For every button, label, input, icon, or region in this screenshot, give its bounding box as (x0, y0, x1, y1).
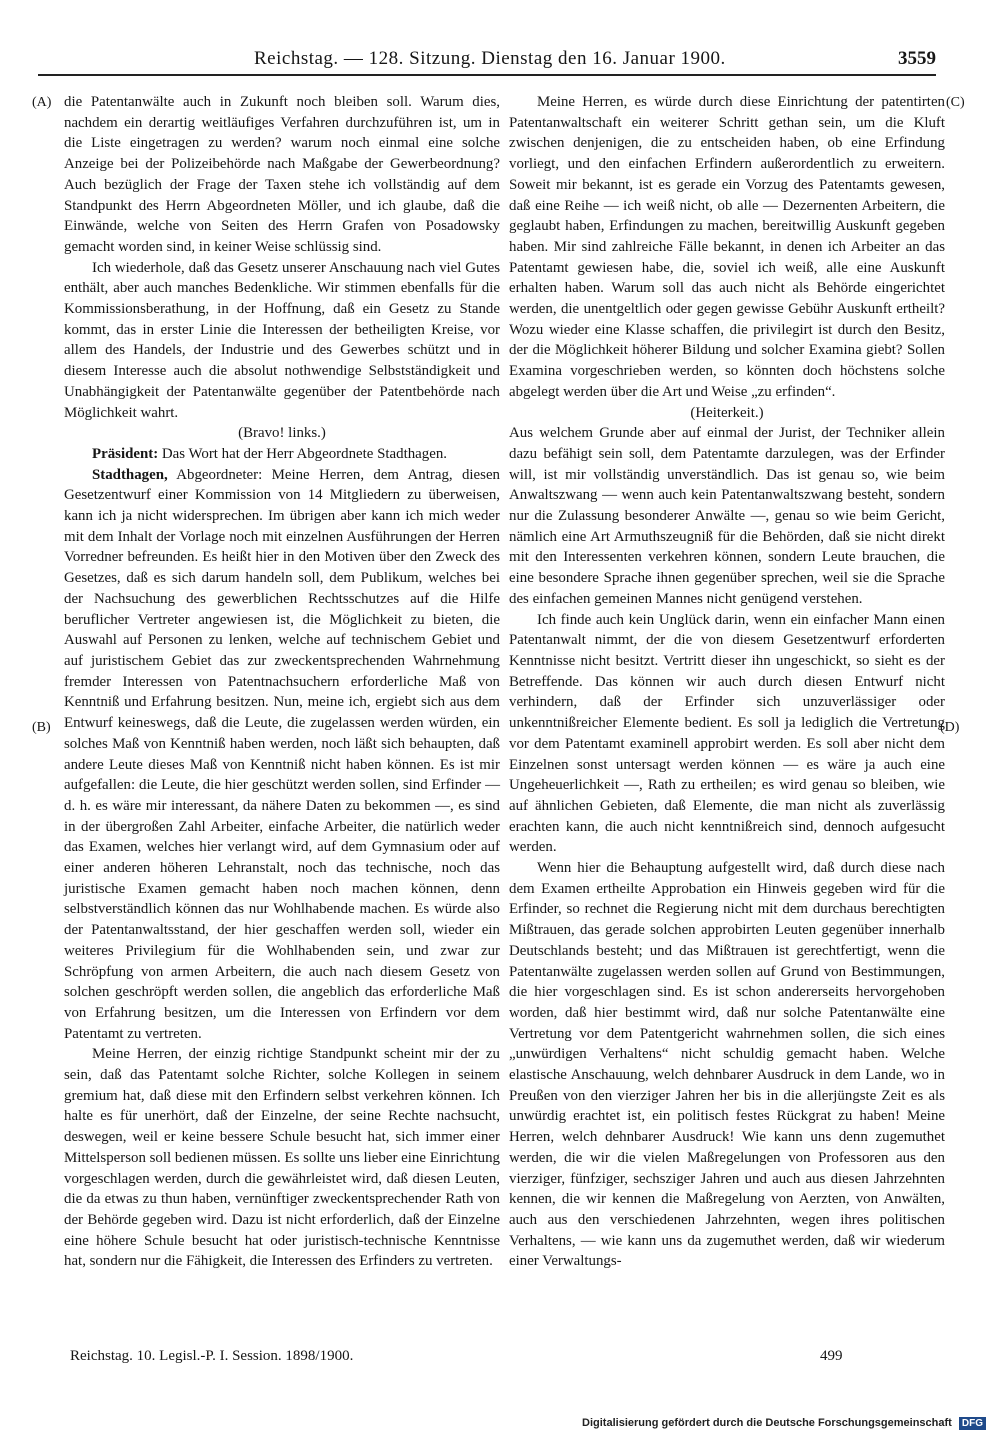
left-column (64, 92, 500, 1272)
margin-marker-d: (D) (940, 720, 960, 735)
interjection: (Bravo! links.) (238, 425, 326, 442)
dfg-logo: DFG (959, 1417, 986, 1430)
margin-marker-a: (A) (32, 95, 52, 110)
paragraph: Meine Herren, der einzig richtige Standpunkt scheint mir der zu sein, daß das Patentamt solche Richter, solche Kollegen in seinem gremium hat, daß diese mit den Erfindern selbst verkehren können. Ich halte es für unerhört, daß der Einzelne, der seine Rechte nachsucht, deswegen, weil er keine bessere Schule besucht hat, sich immer einer Mittelsperson soll bedienen müssen. Es sollte uns lieber eine Einrichtung vorgeschlagen werden, durch die gewährleistet wird, daß diesen Leuten, die da etwas zu thun haben, vernünftiger zweckentsprechender Rath von der Behörde gegeben wird. Dazu ist nicht erforderlich, daß der Einzelne eine höhere Schule besucht hat oder juristisch-technische Kenntnisse hat, sondern nur die Fähigkeit, die Interessen des Erfinders zu vertreten. (64, 1046, 500, 1270)
margin-marker-c: (C) (946, 95, 965, 110)
page-header (38, 44, 936, 76)
digitization-note (582, 1417, 986, 1430)
speaker-paragraph (64, 444, 500, 465)
paragraph: Ich finde auch kein Unglück darin, wenn ein einfacher Mann einen Patentanwalt nimmt, der die von diesem Gesetzentwurf erforderten Kenntnisse nicht besitzt. Vertritt dieser ihn ungeschickt, so sieht es der Betreffende. Das können wir auch durch diesen Entwurf nicht verhindern, daß der Erfinder sich unzuverlässiger oder unkenntnißreicher Elemente bedient. Es soll ja lediglich die Vertretung vor dem Patentamt examinell approbirt werden. Es soll aber nicht dem Einzelnen sonst untersagt werden können — es wäre ja auch eine Ungeheuerlichkeit —, Rath zu ertheilen; es wird genau so bleiben, wie auf ähnlichen Gebieten, daß Elemente, die man nicht als zuverlässig erachten kann, die auch nicht kenntnißreich sind, dennoch aufgesucht werden. (509, 611, 945, 856)
header-title: Reichstag. — 128. Sitzung. Dienstag den 16. Januar 1900. (254, 48, 726, 69)
paragraph: die Patentanwälte auch in Zukunft noch bleiben soll. Warum dies, nachdem ein derartig weitläufiges Verfahren durchzuführen ist, um in die Liste eingetragen zu werden? warum noch einmal eine solche Anzeige bei der Polizeibehörde nach Maßgabe der Gewerbeordnung? Auch bezüglich der Frage der Taxen stehe ich vollständig auf dem Standpunkt des Herrn Abgeordneten Möller, und ich glaube, daß die Einwände, welche von Seiten des Herrn Grafen von Posadowsky gemacht worden sind, in keiner Weise schlüssig sind. (64, 94, 500, 255)
interjection: (Heiterkeit.) (690, 404, 764, 421)
footer-number: 499 (820, 1348, 843, 1364)
digitization-text: Digitalisierung gefördert durch die Deutsche Forschungsgemeinschaft (582, 1417, 952, 1429)
speech-text: Abgeordneter: Meine Herren, dem Antrag, diesen Gesetzentwurf einer Kommission von 14 Mitgliedern zu überweisen, kann ich ja nicht widersprechen. Im übrigen aber kann ich mich weder mit dem Inhalt der Vorlage noch mit einzelnen Ausführungen der Herren Vorredner befreunden. Es heißt hier in den Motiven über den Zweck des Gesetzes, daß es sich darum handeln soll, dem Publikum, welches bei der Nachsuchung des gewerblichen Rechtsschutzes auf die Hilfe beruflicher Vertreter angewiesen ist, die Möglichkeit zu bieten, die Auswahl auf Personen zu lenken, welche auf technischem Gebiet und auf juristischem Gebiet das zur zweckentsprechenden Wahrnehmung fremder Interessen von Patentnachsuchern erforderliche Maß von Kenntniß und Erfahrung besitzen. Nun, meine ich, ergiebt sich aus dem Entwurf keineswegs, daß die Leute, die zugelassen werden würden, ein solches Maß von Kenntniß haben werden, noch läßt sich behaupten, daß andere Leute dieses Maß von Kenntniß nicht haben können. Es ist mir aufgefallen: die Leute, die hier geschützt werden sollen, sind Erfinder — d. h. es wäre mir interessant, da nähere Daten zu bekommen —, es sind in der übergroßen Zahl Arbeiter, einfache Arbeiter, die natürlich weder das Examen, welches hier verlangt wird, auf dem Gymnasium oder auf einer anderen höheren Lehranstalt, noch das technische, noch das juristische Examen gemacht haben noch machen können, denn selbstverständlich können das nur Wohlhabende machen. Es würde also der Patentanwaltsstand, der hier geschaffen werden soll, wieder ein weiteres Privilegium für die Wohlhabenden sein, und zwar zur Schröpfung von armen Arbeitern, die auch nach diesem Gesetz von solchen geschröpft werden sollen, die angeblich das erforderliche Maß von Erfahrung besitzen, um die Interessen von Erfindern vor dem Patentamt zu vertreten. (64, 466, 501, 1042)
page-number: 3559 (898, 48, 936, 69)
speaker-name: Stadthagen, (92, 466, 168, 483)
speech-text: Das Wort hat der Herr Abgeordnete Stadthagen. (161, 445, 447, 462)
paragraph: Wenn hier die Behauptung aufgestellt wird, daß durch diese nach dem Examen ertheilte Approbation ein Hinweis gegeben wird für die Erfinder, so rechnet die Regierung nicht mit dem durchaus berechtigten Mißtrauen, das gerade solchen approbirten Leuten gegenüber innerhalb Deutschlands besteht; und das Mißtrauen ist gerechtfertigt, wenn die Patentanwälte zugelassen werden sollen auf Grund von Bestimmungen, die hier vorgeschlagen sind. Es ist schon andererseits hervorgehoben worden, daß hier bestimmt wird, daß nur solche Patentanwälte eine Vertretung vor dem Patentgericht wahrnehmen sollen, die sich eines „unwürdigen Verhaltens“ nicht schuldig gemacht haben. Welche elastische Anschauung, welch dehnbarer Ausdruck in dem Lande, wo in Preußen von den vierziger Jahren her bis in die allerjüngste Zeit es als unwürdig erachtet ist, ein politisch festes Rückgrat zu haben! Meine Herren, welch dehnbarer Ausdruck! Wie kann uns denn zugemuthet werden, die wir die vielen Maßregelungen von Professoren aus den vierziger, fünfziger, sechsziger Jahren und auch aus diesen Jahrzehnten kennen, die wir kennen die Maßregelung von Aerzten, von Anwälten, auch aus den verschiedenen Jahrzehnten, wegen ihres politischen Verhaltens, — wie kann uns da zugemuthet werden, daß wir wiederum einer Verwaltungs- (509, 860, 945, 1270)
right-column (509, 92, 945, 1272)
paragraph: Aus welchem Grunde aber auf einmal der Jurist, der Techniker allein dazu befähigt sein soll, dem Patentamte darzulegen, was der Erfinder will, ist mir vollständig unverständlich. Das ist genau so, wie beim Anwaltszwang — wenn auch kein Patentanwaltszwang besteht, sondern nur die Zulassung besonderer Anwälte —, genau so wie beim Gericht, nämlich eine Art Armuthszeugniß für die Behörden, daß sie nicht direkt mit den Interessenten verkehren können, sondern Leute brauchen, die eine besondere Sprache ihnen gegenüber sprechen, weil sie die Sprache des einfachen gemeinen Mannes nicht genügend verstehen. (509, 425, 945, 607)
speaker-paragraph (64, 465, 500, 1045)
margin-marker-b: (B) (32, 720, 51, 735)
paragraph: Meine Herren, es würde durch diese Einrichtung der patentirten Patentanwaltschaft ein weiterer Schritt gethan sein, um die Kluft zwischen denjenigen, die zu entscheiden haben, ob eine Erfindung vorliegt, und den einfachen Erfindern außerordentlich zu erweitern. Soweit mir bekannt, ist es gerade ein Vorzug des Patentamts gewesen, daß eine Reihe — ich weiß nicht, ob alle — Dezernenten Arbeitern, die geglaubt haben, Erfindungen zu machen, bereitwillig Auskunft gegeben haben. Mir sind zahlreiche Fälle bekannt, in denen ich Arbeiter an das Patentamt gewiesen habe, die, soviel ich weiß, alle eine Auskunft erhalten haben. Warum soll das auch nicht als Behörde eingerichtet werden, die unentgeltlich oder gegen gewisse Gebühr Auskunft ertheilt? Wozu wieder eine Klasse schaffen, die privilegirt ist durch den Besitz, der die Möglichkeit höherer Bildung und solcher Examina giebt? Sollen Examina vorgeschrieben werden, so könnten doch höchstens solche abgelegt werden über die Art und Weise „zu erfinden“. (509, 94, 945, 400)
paragraph: Ich wiederhole, daß das Gesetz unserer Anschauung nach viel Gutes enthält, aber auch manches Bedenkliche. Wir stimmen ebenfalls für die Kommissionsberathung, in der Hoffnung, daß ein Gesetz zu Stande kommt, das in erster Linie die Interessen der betheiligten Kreise, vor allem des Handels, der Industrie und des Gewerbes schützt und in diesem Interesse auch die absolut nothwendige Selbstständigkeit und Unabhängigkeit der Patentanwälte gegenüber der Patentbehörde nach Möglichkeit wahrt. (64, 259, 500, 421)
speaker-name: Präsident: (92, 445, 159, 462)
footer-session: Reichstag. 10. Legisl.-P. I. Session. 1898/1900. (70, 1348, 354, 1364)
